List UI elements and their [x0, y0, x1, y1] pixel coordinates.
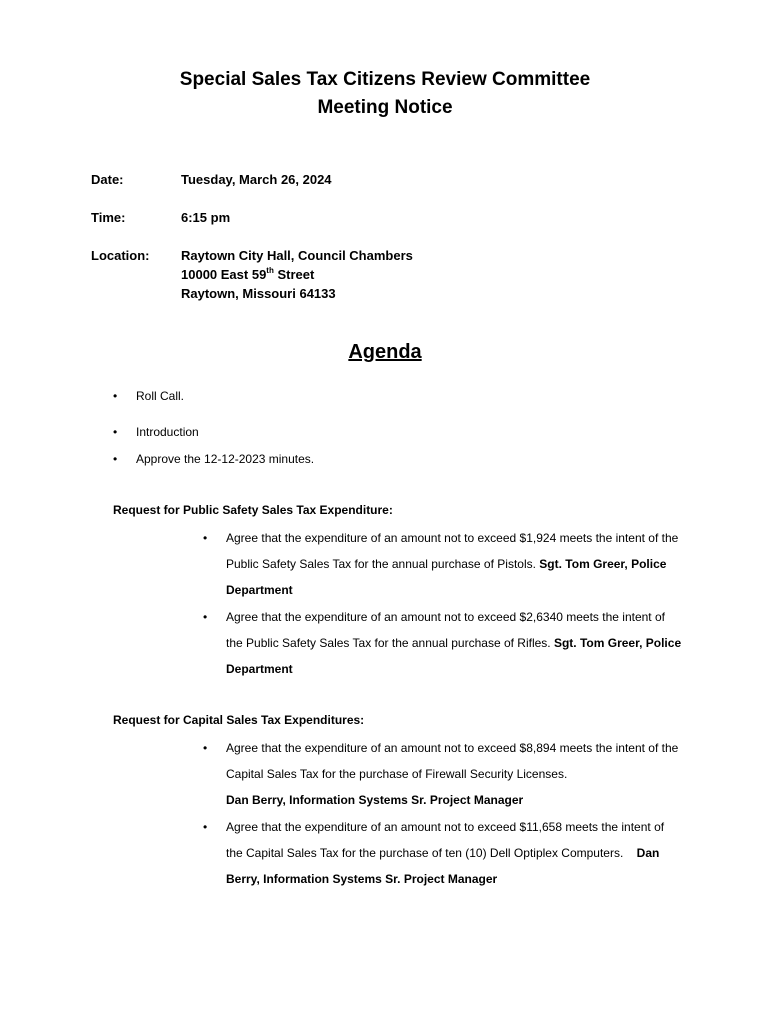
request-contact: Dan Berry, Information Systems Sr. Project Manager: [226, 793, 524, 807]
request-contact: Sgt. Tom Greer, Police Department: [226, 636, 682, 676]
expenditure-request: [203, 604, 683, 682]
request-contact: Dan Berry, Information Systems Sr. Project Manager: [226, 846, 660, 886]
expenditure-request: [203, 525, 683, 603]
agenda-item-text: Approve the 12-12-2023 minutes.: [136, 452, 315, 466]
expenditure-request: [203, 814, 683, 892]
bullet-icon: •: [113, 425, 118, 439]
location-street-suffix: Street: [273, 267, 315, 282]
location-street-number: 10000 East 59: [181, 267, 267, 282]
capital-heading: Request for Capital Sales Tax Expenditures:: [113, 713, 365, 727]
agenda-item: [113, 451, 314, 467]
expenditure-request: [203, 735, 683, 813]
time-label: Time:: [91, 210, 126, 225]
location-line-1: Raytown City Hall, Council Chambers: [181, 248, 413, 263]
request-text: Agree that the expenditure of an amount not to exceed $11,658 meets the intent of the Capital Sales Tax for the purchase of ten (10) Dell Optiplex Computers.: [226, 820, 665, 860]
bullet-icon: •: [203, 741, 208, 755]
time-value: 6:15 pm: [181, 210, 231, 225]
public-safety-heading: Request for Public Safety Sales Tax Expenditure:: [113, 503, 393, 517]
agenda-item: [113, 424, 199, 440]
date-value: Tuesday, March 26, 2024: [181, 172, 332, 187]
agenda-heading: Agenda: [348, 341, 422, 363]
bullet-icon: •: [203, 610, 208, 624]
notice-title: Special Sales Tax Citizens Review Committee: [179, 69, 591, 90]
bullet-icon: •: [113, 452, 118, 466]
request-text: Agree that the expenditure of an amount not to exceed $2,6340 meets the intent of the Public Safety Sales Tax for the annual purchase of Rifles.: [226, 610, 665, 650]
notice-subtitle: Meeting Notice: [317, 97, 453, 118]
location-line-2: [181, 265, 314, 284]
request-contact: Sgt. Tom Greer, Police Department: [226, 557, 667, 597]
agenda-item: [113, 388, 184, 404]
bullet-icon: •: [203, 820, 208, 834]
request-text: Agree that the expenditure of an amount not to exceed $8,894 meets the intent of the Capital Sales Tax for the purchase of Firewall Security Licenses.: [226, 741, 679, 781]
location-line-3: Raytown, Missouri 64133: [181, 286, 336, 301]
agenda-item-text: Roll Call.: [136, 389, 185, 403]
agenda-item-text: Introduction: [136, 425, 199, 439]
location-label: Location:: [91, 248, 150, 263]
bullet-icon: •: [203, 531, 208, 545]
location-ordinal-suffix: th: [266, 266, 274, 275]
date-label: Date:: [91, 172, 124, 187]
bullet-icon: •: [113, 389, 118, 403]
request-text: Agree that the expenditure of an amount not to exceed $1,924 meets the intent of the Public Safety Sales Tax for the annual purchase of Pistols.: [226, 531, 679, 571]
